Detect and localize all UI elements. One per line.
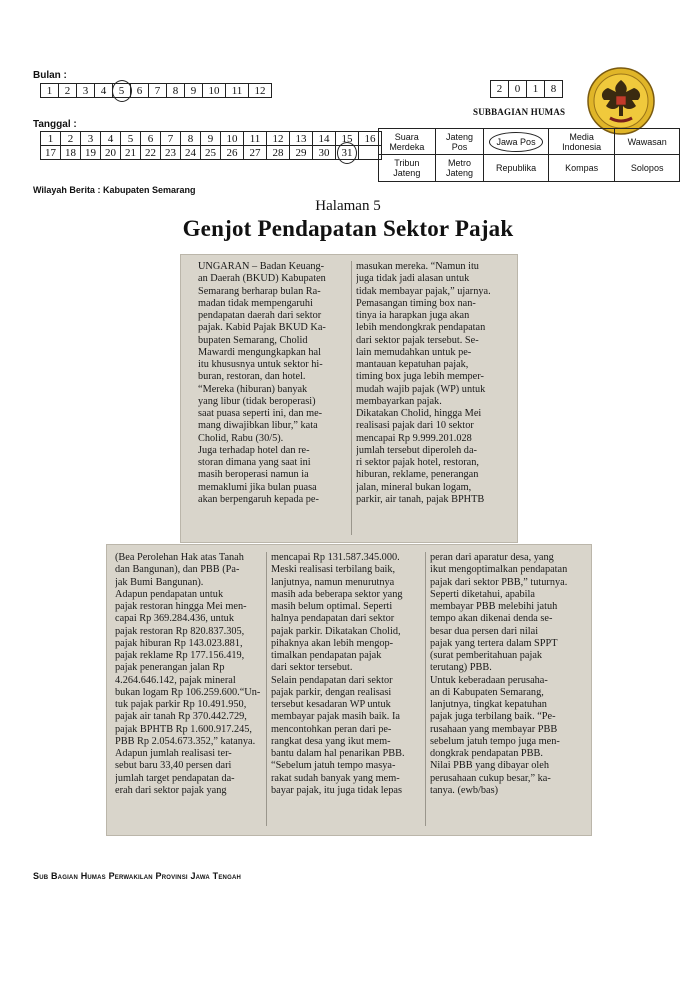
article-line: terutang) PBB. xyxy=(430,662,492,674)
article-line: jumlah tersebut diperoleh da- xyxy=(356,444,477,456)
date-cell: 1 xyxy=(41,132,61,146)
article-line: dan Bangunan), dan PBB (Pa- xyxy=(115,564,240,576)
newspaper-grid xyxy=(378,128,680,182)
article-line: pajak restoran hingga Mei men- xyxy=(115,601,247,612)
article-column-4 xyxy=(271,552,422,830)
article-line: timalkan pendapatan pajak xyxy=(271,650,382,661)
article-line: lebih mendongkrak pendapatan xyxy=(356,322,486,334)
year-digit: 0 xyxy=(509,81,527,98)
article-line: mencontohkan peran dari pe- xyxy=(271,723,392,735)
date-cell: 11 xyxy=(244,132,267,146)
article-line: dari sektor tersebut. xyxy=(271,662,353,674)
article-line: (Bea Perolehan Hak atas Tanah xyxy=(115,552,244,563)
article-line: Meski realisasi terbilang baik, xyxy=(271,564,396,576)
article-line: membayar pajak masih baik. Ia xyxy=(271,711,400,723)
article-line: membayar PBB melebihi jatuh xyxy=(430,601,558,612)
article-line: tanya. (ewb/bas) xyxy=(430,784,499,796)
month-cell: 2 xyxy=(59,84,77,98)
tanggal-label: Tanggal : xyxy=(33,119,77,130)
newspaper-cell: Tribun Jateng xyxy=(379,155,436,182)
article-line: jalan, mineral bukan logam, xyxy=(356,481,472,493)
article-line: an di Kabupaten Semarang, xyxy=(430,686,544,698)
article-line: ri sektor pajak hotel, restoran, xyxy=(356,457,479,468)
year-digit: 2 xyxy=(491,81,509,98)
article-line: ikut mengoptimalkan pendapatan xyxy=(430,564,568,576)
headline: Genjot Pendapatan Sektor Pajak xyxy=(182,216,514,241)
article-line: Dikatakan Cholid, hingga Mei xyxy=(356,408,482,419)
article-line: an Daerah (BKUD) Kabupaten xyxy=(198,273,326,285)
date-cell: 30 xyxy=(313,146,336,160)
month-cell: 3 xyxy=(77,84,95,98)
date-cell: 27 xyxy=(244,146,267,160)
article-line: tuk pajak parkir Rp 10.491.950, xyxy=(115,699,247,710)
article-line: Adapun jumlah realisasi ter- xyxy=(115,748,232,759)
article-line: bantu dalam hal penarikan PBB. xyxy=(271,748,405,759)
article-line: pajak. Kabid Pajak BKUD Ka- xyxy=(198,322,326,334)
date-cell: 22 xyxy=(141,146,161,160)
newspaper-cell: Wawasan xyxy=(615,129,680,155)
article-line: rusahaan yang membayar PBB xyxy=(430,723,558,735)
year-box xyxy=(490,80,563,98)
newspaper-cell: Jawa Pos xyxy=(484,129,549,155)
garuda-emblem-icon xyxy=(586,66,656,136)
date-cell: 2 xyxy=(61,132,81,146)
article-line: (surat pemberitahuan pajak xyxy=(430,650,543,661)
article-line: Mawardi mengungkapkan hal xyxy=(198,346,321,358)
article-line: membayarkan pajak. xyxy=(356,395,442,407)
article-line: juga tidak jadi alasan untuk xyxy=(356,273,470,285)
article-line: mencapai Rp 9.999.201.028 xyxy=(356,432,472,444)
article-line: bayar pajak, itu juga tidak lepas xyxy=(271,784,402,796)
article-line: UNGARAN – Badan Keuang- xyxy=(198,261,325,272)
clipping-bottom xyxy=(106,544,592,836)
date-cell: 31 xyxy=(336,146,359,160)
article-line: perusahaan cukup besar,” ka- xyxy=(430,772,551,784)
date-cell: 10 xyxy=(221,132,244,146)
org-unit: SUBBAGIAN HUMAS xyxy=(473,107,566,117)
newspaper-cell: Republika xyxy=(484,155,549,182)
article-line: capai Rp 369.284.436, untuk xyxy=(115,613,234,625)
article-line: mang diwajibkan libur,” kata xyxy=(198,420,318,432)
article-line: pajak penerangan jalan Rp xyxy=(115,662,225,674)
date-cell: 25 xyxy=(201,146,221,160)
column-rule xyxy=(351,261,352,535)
year-digit: 8 xyxy=(545,81,563,98)
article-line: mantauan kepatuhan pajak, xyxy=(356,359,469,370)
date-cell: 20 xyxy=(101,146,121,160)
newspaper-cell: Jateng Pos xyxy=(435,129,484,155)
article-line: tidak membayar pajak,” ujarnya. xyxy=(356,285,491,297)
month-cell: 12 xyxy=(249,84,272,98)
article-line: realisasi pajak dari 10 sektor xyxy=(356,420,474,432)
article-line: pajak air tanah Rp 370.442.729, xyxy=(115,711,247,723)
date-cell: 7 xyxy=(161,132,181,146)
article-column-1 xyxy=(198,261,348,539)
article-line: hiburan, reklame, penerangan xyxy=(356,469,479,481)
article-line: dongkrak pendapatan PBB. xyxy=(430,748,543,759)
article-line: “Sebelum jatuh tempo masya- xyxy=(271,760,396,772)
article-line: pajak BPHTB Rp 1.600.917.245, xyxy=(115,723,253,735)
article-line: Adapun pendapatan untuk xyxy=(115,588,224,600)
date-cell: 12 xyxy=(267,132,290,146)
article-column-5 xyxy=(430,552,582,830)
month-cell: 7 xyxy=(149,84,167,98)
article-line: tinya ia harapkan juga akan xyxy=(356,310,470,321)
column-rule xyxy=(425,552,426,826)
date-cell: 9 xyxy=(201,132,221,146)
date-cell: 23 xyxy=(161,146,181,160)
article-line: lanjutnya, namun menurutnya xyxy=(271,576,395,588)
article-line: halnya pendapatan dari sektor xyxy=(271,613,395,625)
article-line: buran, restoran, dan hotel. xyxy=(198,371,306,383)
column-rule xyxy=(266,552,267,826)
date-cell: 17 xyxy=(41,146,61,160)
month-cell: 4 xyxy=(95,84,113,98)
newspaper-cell: Kompas xyxy=(548,155,615,182)
article-line: PBB Rp 2.054.673.352,” katanya. xyxy=(115,735,256,747)
month-cell: 8 xyxy=(167,84,185,98)
month-cell: 5 xyxy=(113,84,131,98)
article-line: Untuk keberadaan perusaha- xyxy=(430,674,548,686)
date-cell: 26 xyxy=(221,146,244,160)
date-cell: 14 xyxy=(313,132,336,146)
date-cell: 16 xyxy=(359,132,382,146)
article-line: peran dari aparatur desa, yang xyxy=(430,552,554,563)
article-line: jak Bumi Bangunan). xyxy=(115,576,204,588)
article-line: besar dua persen dari nilai xyxy=(430,625,539,637)
article-line: itu khususnya untuk sektor hi- xyxy=(198,359,323,370)
month-grid xyxy=(40,83,272,98)
article-line: lanjutnya, tingkat kepatuhan xyxy=(430,699,547,710)
article-line: pihaknya akan lebih mengop- xyxy=(271,637,394,649)
article-line: madan tidak mempengaruhi xyxy=(198,297,313,309)
article-line: masukan mereka. “Namun itu xyxy=(356,261,479,272)
article-line: parkir, air tanah, pajak BPHTB xyxy=(356,493,485,505)
article-line: pajak parkir. Dikatakan Cholid, xyxy=(271,625,401,637)
date-cell: 28 xyxy=(267,146,290,160)
article-line: pajak parkir, dengan realisasi xyxy=(271,686,392,698)
month-cell: 1 xyxy=(41,84,59,98)
article-line: pendapatan daerah dari sektor xyxy=(198,310,322,321)
article-line: masih ada beberapa sektor yang xyxy=(271,588,403,600)
article-line: memaklumi jika bulan puasa xyxy=(198,481,317,493)
article-line: “Mereka (hiburan) banyak xyxy=(198,383,308,395)
footer-unit: Sub Bagian Humas Perwakilan Provinsi Jawa Tengah xyxy=(33,871,242,881)
page-number: Halaman 5 xyxy=(315,198,381,214)
year-digit: 1 xyxy=(527,81,545,98)
newspaper-cell: Media Indonesia xyxy=(548,129,615,155)
article-line: sebut baru 33,40 persen dari xyxy=(115,760,232,772)
month-cell: 6 xyxy=(131,84,149,98)
article-line: pajak restoran Rp 820.837.305, xyxy=(115,625,245,637)
date-cell: 6 xyxy=(141,132,161,146)
article-line: pajak reklame Rp 177.156.419, xyxy=(115,650,245,661)
article-line: jumlah target pendapatan da- xyxy=(115,772,235,784)
article-column-2 xyxy=(356,261,508,539)
article-line: Pemasangan timing box nan- xyxy=(356,297,476,309)
date-cell: 29 xyxy=(290,146,313,160)
article-column-3 xyxy=(115,552,263,830)
month-cell: 9 xyxy=(185,84,203,98)
article-line: timing box juga lebih memper- xyxy=(356,371,484,383)
newspaper-cell: Suara Merdeka xyxy=(379,129,436,155)
date-cell: 21 xyxy=(121,146,141,160)
article-line: mencapai Rp 131.587.345.000. xyxy=(271,552,400,563)
article-line: storan dimana yang saat ini xyxy=(198,457,311,468)
article-line: pajak dari sektor PBB,” tuturnya. xyxy=(430,576,568,588)
newspaper-cell: Solopos xyxy=(615,155,680,182)
article-line: rangkat desa yang ikut mem- xyxy=(271,735,391,747)
article-line: Nilai PBB yang dibayar oleh xyxy=(430,760,549,772)
month-cell: 11 xyxy=(226,84,249,98)
month-cell: 10 xyxy=(203,84,226,98)
article-line: akan berpengaruh kepada pe- xyxy=(198,493,319,505)
date-cell: 8 xyxy=(181,132,201,146)
article-line: Semarang berharap bulan Ra- xyxy=(198,285,321,297)
article-line: rakat sudah banyak yang mem- xyxy=(271,772,400,784)
article-line: sebelum jatuh tempo juga men- xyxy=(430,735,560,747)
article-line: yang libur (tidak beroperasi) xyxy=(198,395,316,407)
date-cell: 13 xyxy=(290,132,313,146)
date-grid xyxy=(40,131,382,160)
article-line: Selain pendapatan dari sektor xyxy=(271,674,393,686)
date-cell: 3 xyxy=(81,132,101,146)
date-cell: 19 xyxy=(81,146,101,160)
article-line: tersebut kesadaran WP untuk xyxy=(271,699,391,710)
article-line: Juga terhadap hotel dan re- xyxy=(198,444,310,456)
article-line: masih belum optimal. Seperti xyxy=(271,601,393,612)
article-line: lain memudahkan untuk pe- xyxy=(356,346,472,358)
article-line: pajak hiburan Rp 143.023.881, xyxy=(115,637,243,649)
article-line: mudah wajib pajak (WP) untuk xyxy=(356,383,486,395)
date-cell: 24 xyxy=(181,146,201,160)
bulan-label: Bulan : xyxy=(33,70,67,81)
article-line: Seperti diketahui, apabila xyxy=(430,588,535,600)
article-line: bukan logam Rp 106.259.600.“Un- xyxy=(115,686,261,698)
article-line: saat puasa seperti ini, dan me- xyxy=(198,408,323,419)
article-line: Cholid, Rabu (30/5). xyxy=(198,432,284,444)
date-cell: 18 xyxy=(61,146,81,160)
date-cell: 4 xyxy=(101,132,121,146)
article-line: masih beroperasi namun ia xyxy=(198,469,309,481)
wilayah-berita: Wilayah Berita : Kabupaten Semarang xyxy=(33,185,196,195)
article-line: tempo akan dikenai denda se- xyxy=(430,613,553,625)
date-cell: 15 xyxy=(336,132,359,146)
article-line: pajak juga terbilang baik. “Pe- xyxy=(430,711,556,723)
article-line: 4.264.646.142, pajak mineral xyxy=(115,674,236,686)
article-line: pajak yang tertera dalam SPPT xyxy=(430,637,558,649)
article-line: dari sektor pajak tersebut. Se- xyxy=(356,334,479,346)
newspaper-cell: Metro Jateng xyxy=(435,155,484,182)
article-line: bupaten Semarang, Cholid xyxy=(198,334,308,346)
date-cell: 5 xyxy=(121,132,141,146)
clipping-top xyxy=(180,254,518,543)
article-line: erah dari sektor pajak yang xyxy=(115,784,227,796)
